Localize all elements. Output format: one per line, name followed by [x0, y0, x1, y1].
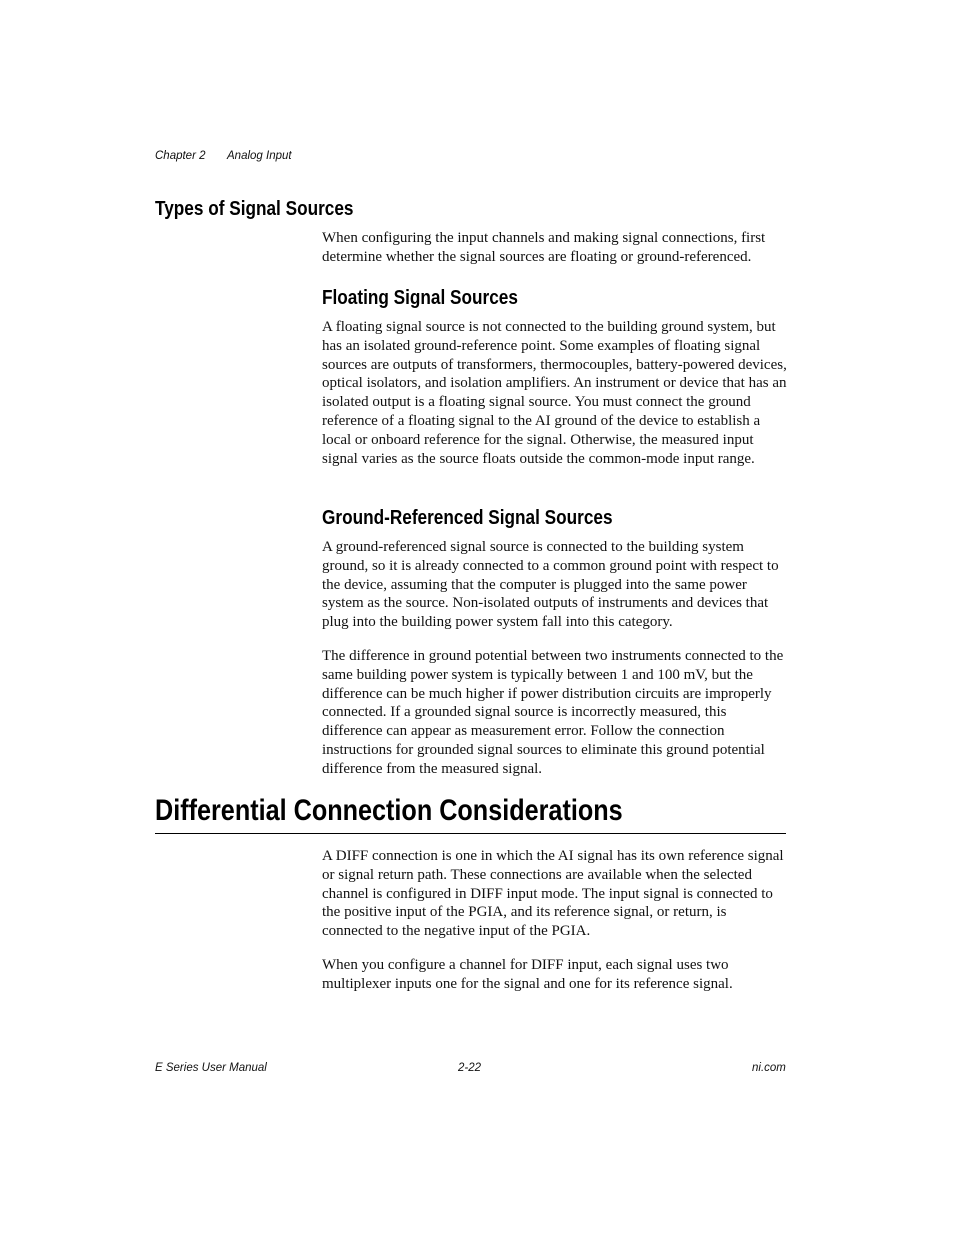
footer-page-number: 2-22 — [458, 1062, 482, 1074]
differential-paragraph-2: When you configure a channel for DIFF input, each signal uses two multiplexer inputs one for the signal and one for its reference signal. — [322, 957, 733, 992]
types-paragraph: When configuring the input channels and making signal connections, first determine whether the signal sources are floating or ground-referenced. — [322, 230, 766, 265]
section-label: Analog Input — [227, 150, 292, 162]
chapter-label: Chapter 2 — [155, 150, 206, 162]
floating-paragraph: A floating signal source is not connected to the building ground system, but has an isolated ground-reference point. Some examples of floating signal sources are outputs of transformers, thermocouples, battery-powered devices, optical isolators, and isolation amplifiers. An instrument or device that has an isolated output is a floating signal source. You must connect the ground reference of a floating signal to the AI ground of the device to establish a local or onboard reference for the signal. Otherwise, the measured input signal varies as the source floats outside the common-mode input range. — [322, 319, 787, 467]
floating-heading: Floating Signal Sources — [322, 287, 518, 309]
footer-site-link: ni.com — [752, 1062, 786, 1074]
differential-heading: Differential Connection Considerations — [155, 794, 623, 827]
differential-paragraph-1: A DIFF connection is one in which the AI signal has its own reference signal or signal return path. These connections are available when the selected channel is configured in DIFF input mode. The input signal is connected to the positive input of the PGIA, and its reference signal, or return, is connected to the negative input of the PGIA. — [322, 848, 784, 940]
ground-paragraph-2: The difference in ground potential between two instruments connected to the same building power system is typically between 1 and 100 mV, but the difference can be much higher if power distribution circuits are improperly connected. If a grounded signal source is incorrectly measured, this difference can appear as measurement error. Follow the connection instructions for grounded signal sources to eliminate this ground potential difference from the measured signal. — [322, 648, 784, 777]
footer-manual-title: E Series User Manual — [155, 1062, 267, 1074]
ground-paragraph-1: A ground-referenced signal source is connected to the building system ground, so it is already connected to a common ground point with respect to the device, assuming that the computer is plugged into the same power system as the source. Non-isolated outputs of instruments and devices that plug into the building power system fall into this category. — [322, 539, 779, 631]
types-heading: Types of Signal Sources — [155, 198, 354, 220]
ground-referenced-heading: Ground-Referenced Signal Sources — [322, 507, 613, 529]
heading-rule — [155, 833, 786, 834]
running-header — [155, 150, 292, 162]
